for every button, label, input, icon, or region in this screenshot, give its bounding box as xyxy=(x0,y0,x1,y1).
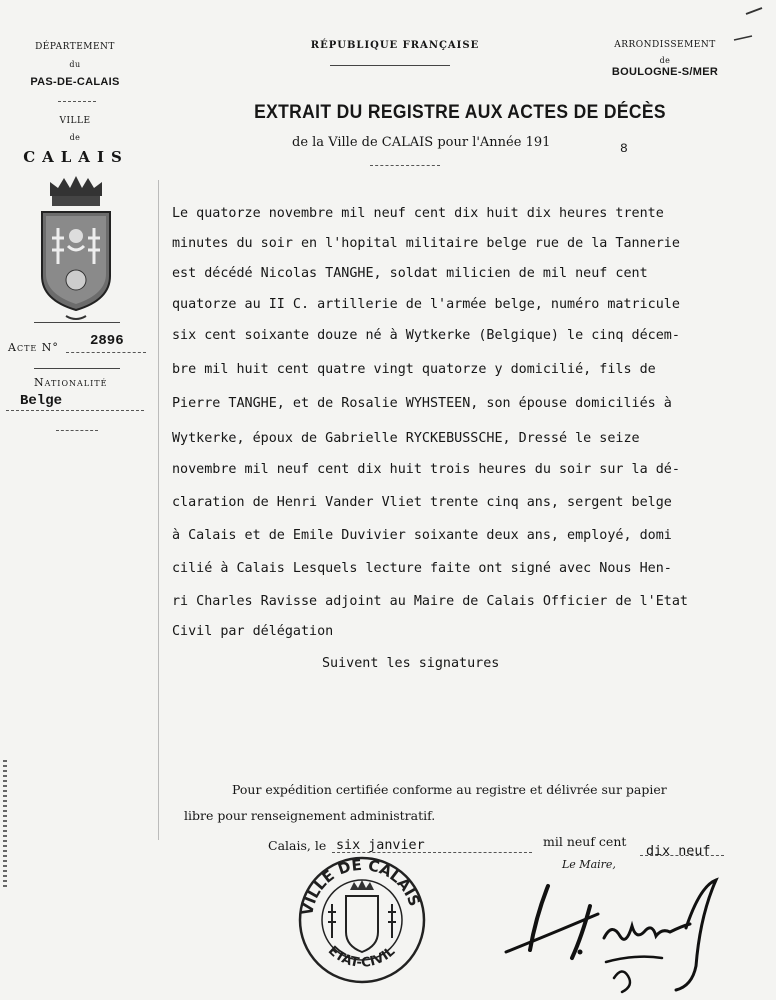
arrondissement-name: BOULOGNE-S/MER xyxy=(611,66,719,78)
ville-name: CALAIS xyxy=(23,148,129,166)
calais-le-label: Calais, le xyxy=(268,838,327,853)
year-underline xyxy=(640,855,724,856)
certification-line: libre pour renseignement administratif. xyxy=(184,808,436,823)
stamp-text: ETAT-CIVIL xyxy=(324,943,399,971)
divider xyxy=(370,165,440,166)
year-value: dix neuf xyxy=(646,844,711,859)
body-line: bre mil huit cent quatre vingt quatorze y domicilié, fils de xyxy=(172,362,656,377)
le-maire-label: Le Maire, xyxy=(562,858,616,871)
corner-mark xyxy=(730,0,776,44)
body-line: est décédé Nicolas TANGHE, soldat milicien de mil neuf cent xyxy=(172,266,648,281)
mayor-signature xyxy=(486,866,736,996)
ville-label: VILLE xyxy=(59,116,91,126)
du-label: du xyxy=(69,60,81,69)
stamp-seal-icon xyxy=(292,852,430,984)
date-value: six janvier xyxy=(336,838,425,853)
stamp-text: VILLE DE CALAIS xyxy=(298,855,424,917)
de-label: de xyxy=(69,133,81,142)
year-digit: 8 xyxy=(620,141,628,156)
signatures-note: Suivent les signatures xyxy=(322,656,500,671)
body-line: à Calais et de Emile Duvivier soixante deux ans, employé, domi xyxy=(172,528,672,543)
body-line: minutes du soir en l'hopital militaire belge rue de la Tannerie xyxy=(172,236,680,251)
nationalite-value: Belge xyxy=(20,393,63,409)
acte-underline xyxy=(66,352,146,353)
departement-name: PAS-DE-CALAIS xyxy=(30,76,120,88)
body-line: cilié à Calais Lesquels lecture faite ont signé avec Nous Hen- xyxy=(172,561,672,576)
body-line: quatorze au II C. artillerie de l'armée belge, numéro matricule xyxy=(172,297,680,312)
republique-francaise: RÉPUBLIQUE FRANÇAISE xyxy=(310,40,480,51)
body-line: six cent soixante douze né à Wytkerke (Belgique) le cinq décem- xyxy=(172,328,680,343)
nationalite-label: Nationalité xyxy=(34,376,108,389)
departement-label: DÉPARTEMENT xyxy=(35,42,115,52)
body-line: ri Charles Ravisse adjoint au Maire de Calais Officier de l'Etat xyxy=(172,594,688,609)
margin-rule xyxy=(158,180,159,840)
body-line: claration de Henri Vander Vliet trente cinq ans, sergent belge xyxy=(172,495,672,510)
divider xyxy=(34,368,120,369)
body-line: novembre mil neuf cent dix huit trois heures du soir sur la dé- xyxy=(172,462,680,477)
divider xyxy=(58,101,96,102)
nationalite-underline xyxy=(6,410,144,411)
body-line: Civil par délégation xyxy=(172,624,334,639)
de-label: de xyxy=(659,56,671,65)
document-title: EXTRAIT DU REGISTRE AUX ACTES DE DÉCÈS xyxy=(254,102,666,123)
divider xyxy=(56,430,98,431)
certification-line: Pour expédition certifiée conforme au registre et délivrée sur papier xyxy=(232,782,667,797)
printer-mark xyxy=(3,760,7,890)
body-line: Wytkerke, époux de Gabrielle RYCKEBUSSCHE, Dressé le seize xyxy=(172,431,640,446)
document-subtitle: de la Ville de CALAIS pour l'Année 191 xyxy=(292,135,551,150)
divider xyxy=(34,322,120,323)
arrondissement-label: ARRONDISSEMENT xyxy=(614,40,716,50)
body-line: Le quatorze novembre mil neuf cent dix huit dix heures trente xyxy=(172,206,664,221)
divider xyxy=(330,65,450,66)
body-line: Pierre TANGHE, et de Rosalie WYHSTEEN, son épouse domiciliés à xyxy=(172,396,672,411)
acte-label: Acte N° xyxy=(8,341,59,354)
coat-of-arms-icon xyxy=(38,176,114,324)
acte-number: 2896 xyxy=(90,333,124,349)
mil-neuf-cent-label: mil neuf cent xyxy=(543,834,627,849)
